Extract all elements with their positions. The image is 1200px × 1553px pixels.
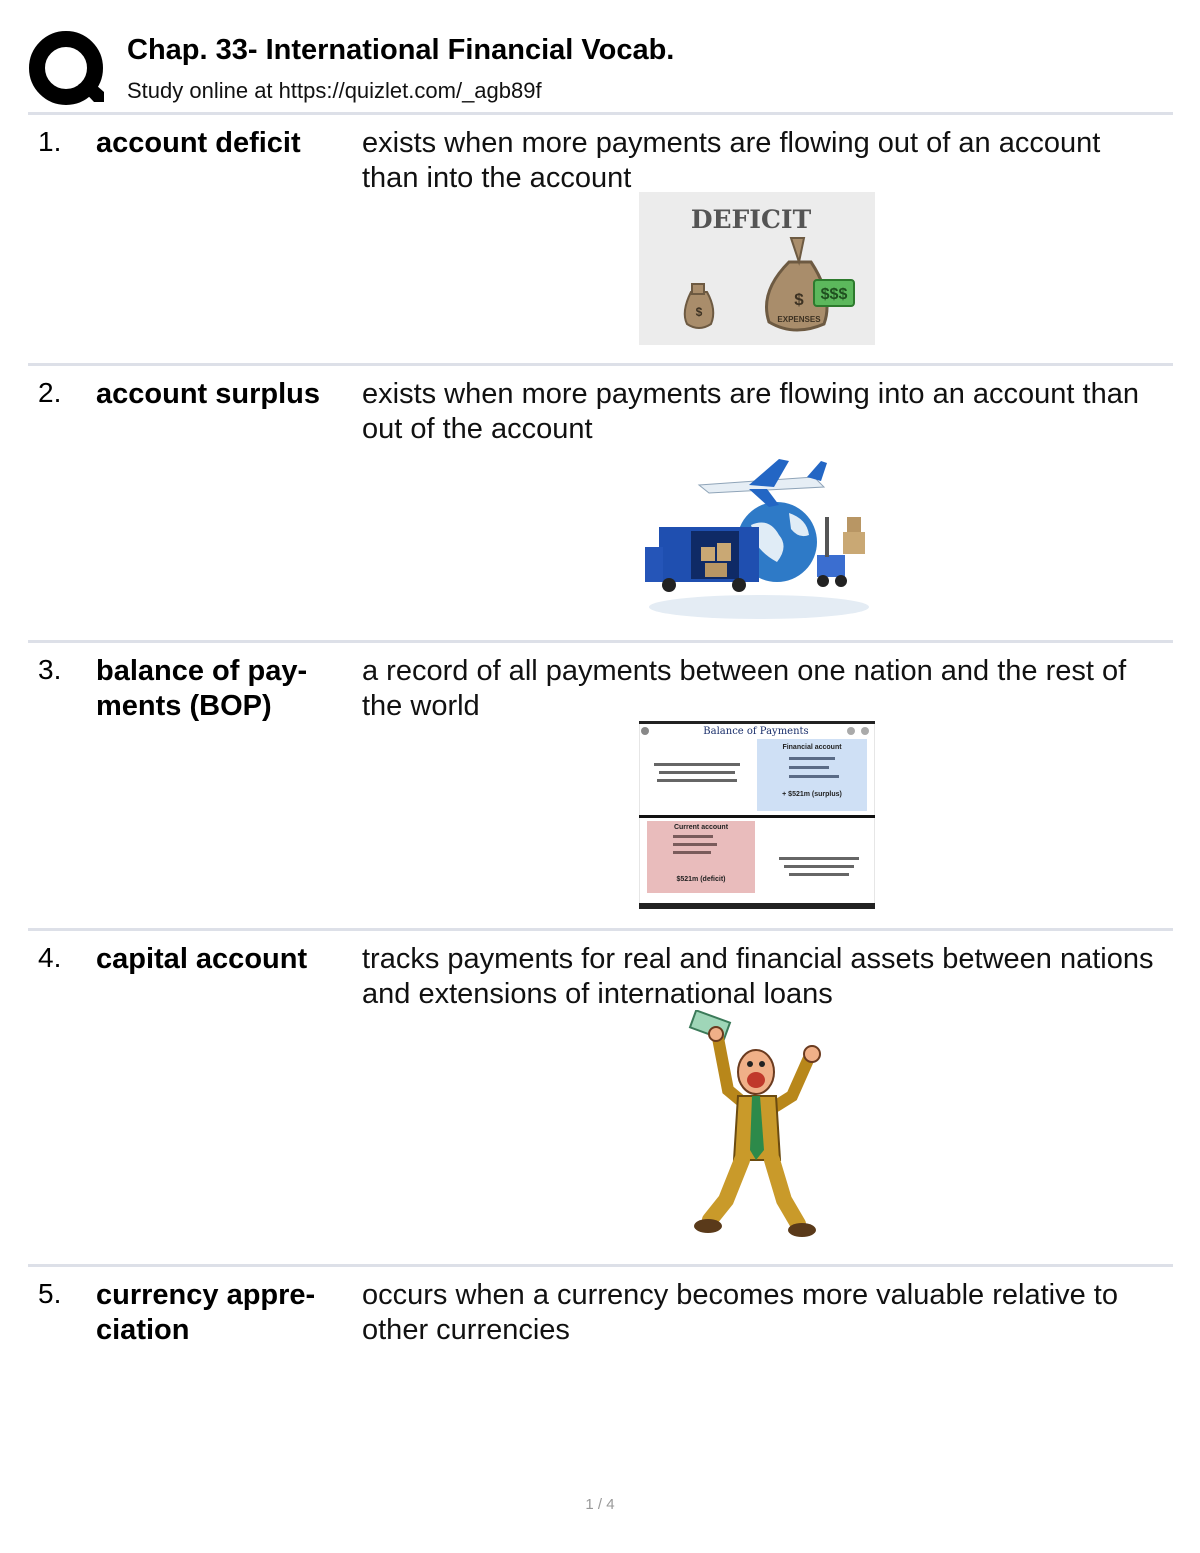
divider (28, 112, 1173, 115)
entry-definition: tracks payments for real and financial assets between nations and extensions of international loans (362, 943, 1154, 1010)
divider (28, 928, 1173, 931)
divider (28, 363, 1173, 366)
divider (28, 640, 1173, 643)
entry-number: 5. (38, 1278, 62, 1309)
page-subtitle: Study online at https://quizlet.com/_agb89f (127, 78, 542, 103)
svg-text:$: $ (695, 305, 703, 319)
page-title: Chap. 33- International Financial Vocab. (127, 34, 675, 66)
svg-text:Balance of Payments: Balance of Payments (703, 726, 809, 737)
svg-text:Financial account: Financial account (782, 744, 842, 751)
entry-number: 2. (38, 377, 62, 408)
trade-logistics-image (639, 447, 875, 622)
divider (28, 1264, 1173, 1267)
entry-number: 1. (38, 126, 62, 157)
svg-text:$: $ (794, 290, 804, 309)
svg-text:Current account: Current account (673, 824, 729, 831)
entry-definition: occurs when a currency becomes more valuable relative to other currencies (362, 1279, 1118, 1346)
entry-definition: a record of all payments between one nation and the rest of the world (362, 655, 1127, 722)
entry-definition: exists when more payments are flowing out of an account than into the account (362, 127, 1101, 194)
svg-text:$$$: $$$ (820, 286, 848, 303)
svg-text:$521m (deficit): $521m (deficit) (676, 876, 726, 883)
deficit-money-bags-image (639, 192, 875, 345)
entry-definition: exists when more payments are flowing into an account than out of the account (362, 378, 1139, 445)
happy-businessman-cartoon-image (680, 1010, 830, 1242)
quizlet-logo (28, 30, 108, 110)
svg-text:EXPENSES: EXPENSES (777, 315, 821, 324)
deficit-heading: DEFICIT (690, 205, 812, 234)
entry-number: 4. (38, 942, 62, 973)
svg-text:+ $521m (surplus): + $521m (surplus) (782, 791, 842, 798)
entry-term: balance of pay- ments (BOP) (96, 655, 308, 722)
entry-term: account surplus (96, 378, 320, 410)
entry-term: capital account (96, 943, 308, 975)
entry-term: currency appre- ciation (96, 1279, 316, 1346)
page-number: 1 / 4 (585, 1496, 615, 1513)
entry-number: 3. (38, 654, 62, 685)
entry-term: account deficit (96, 127, 301, 159)
balance-of-payments-slide-image (639, 721, 875, 909)
